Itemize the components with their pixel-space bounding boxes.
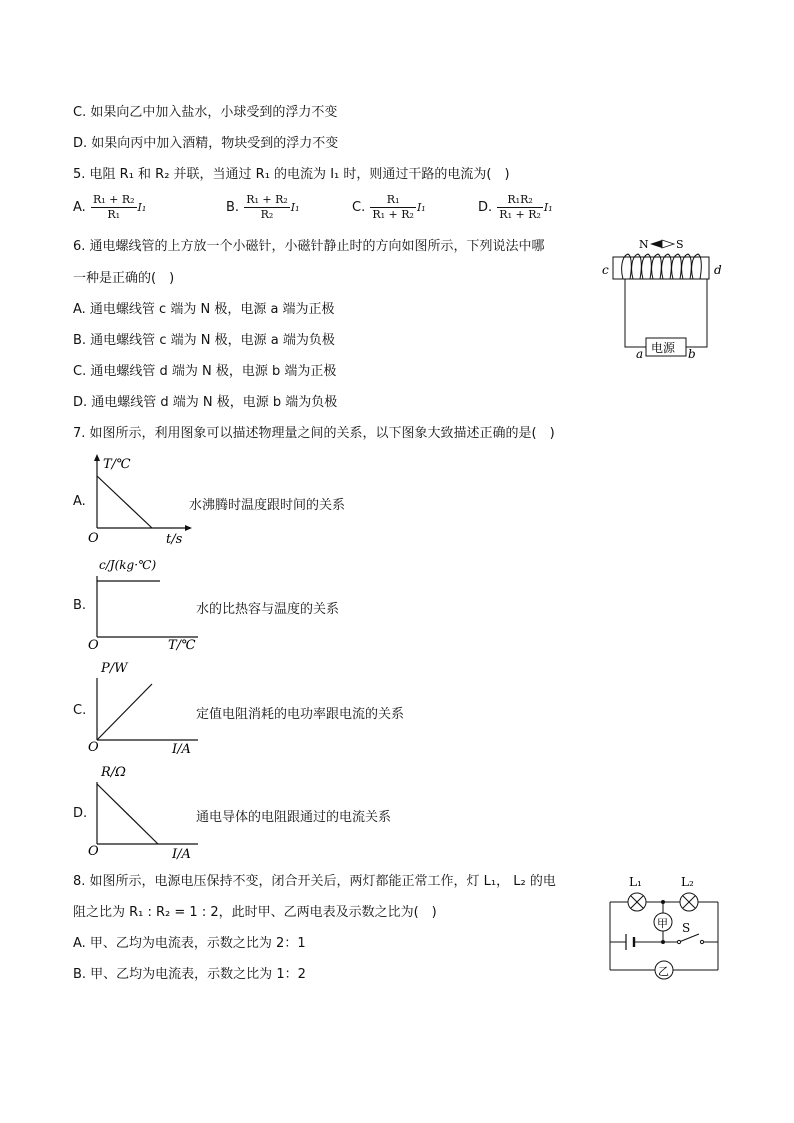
- lamp-l1-label: L₁: [629, 875, 642, 889]
- fraction: [91, 193, 137, 222]
- y-axis-label: P/W: [101, 661, 128, 676]
- compass-needle-s-half: [662, 240, 674, 248]
- option-label: A.: [73, 200, 86, 215]
- q8-stem-line2: 阻之比为 R₁ : R₂ = 1 : 2，此时甲、乙两电表及示数之比为( ): [73, 905, 437, 920]
- q7-graph-c: [86, 658, 204, 754]
- x-axis-arrow-icon: [185, 525, 192, 531]
- x-axis-label: t/s: [166, 532, 183, 547]
- power-supply-label: 电源: [651, 341, 676, 355]
- terminal-b: b: [688, 347, 696, 361]
- denominator: R₁ + R₂: [372, 208, 414, 221]
- q7-graph-c-label: C.: [73, 703, 87, 718]
- denominator: R₂: [260, 208, 274, 221]
- lamp-l2-label: L₂: [681, 875, 694, 889]
- solenoid-end-d: d: [714, 263, 722, 277]
- q7-graph-a: [86, 452, 196, 548]
- q4-option-d: D. 如果向丙中加入酒精，物块受到的浮力不变: [73, 136, 339, 151]
- numerator: R₁: [370, 193, 416, 208]
- q5-option-b: [226, 193, 300, 222]
- terminal-a: a: [636, 347, 644, 361]
- wire-left: [625, 279, 646, 347]
- q7-graph-a-desc: 水沸腾时温度跟时间的关系: [189, 498, 346, 513]
- q6-option-c: C. 通电螺线管 d 端为 N 极，电源 b 端为正极: [73, 364, 337, 379]
- q8-option-b: B. 甲、乙均为电流表，示数之比为 1：2: [73, 967, 306, 982]
- y-axis-arrow-icon: [94, 454, 100, 461]
- q7-stem: 7. 如图所示，利用图象可以描述物理量之间的关系，以下图象大致描述正确的是( ): [73, 426, 555, 441]
- option-label: C.: [352, 200, 366, 215]
- current-symbol: I₁: [290, 201, 300, 214]
- q8-option-a: A. 甲、乙均为电流表，示数之比为 2：1: [73, 936, 306, 951]
- wire-right: [686, 279, 707, 347]
- denominator: R₁: [107, 208, 121, 221]
- q6-stem-line2: 一种是正确的( ): [73, 271, 175, 286]
- q8-circuit-figure: [604, 868, 726, 980]
- q6-option-a: A. 通电螺线管 c 端为 N 极，电源 a 端为正极: [73, 302, 335, 317]
- switch-label: S: [682, 921, 691, 935]
- y-axis-label: R/Ω: [101, 765, 126, 780]
- q6-option-d: D. 通电螺线管 d 端为 N 极，电源 b 端为负极: [73, 395, 338, 410]
- graph-curve: [97, 784, 158, 844]
- x-axis-label: I/A: [172, 742, 191, 754]
- q5-option-a: [73, 193, 146, 222]
- needle-n-label: N: [639, 238, 649, 251]
- x-axis-label: I/A: [172, 847, 191, 862]
- q5-stem: 5. 电阻 R₁ 和 R₂ 并联，当通过 R₁ 的电流为 I₁ 时，则通过干路的电流为( ): [73, 167, 510, 182]
- current-symbol: I₁: [416, 201, 426, 214]
- current-symbol: I₁: [543, 201, 553, 214]
- lamp-l2-icon: [680, 893, 698, 911]
- solenoid-circuit-figure: [598, 234, 728, 364]
- option-label: B.: [226, 200, 240, 215]
- fraction: [497, 193, 543, 222]
- compass-needle-n-half: [650, 240, 662, 248]
- q7-graph-b: [86, 556, 204, 652]
- needle-s-label: S: [676, 238, 684, 251]
- q7-graph-d-label: D.: [73, 806, 88, 821]
- numerator: R₁ + R₂: [92, 193, 135, 206]
- y-axis-label: c/J(kg·℃): [99, 558, 157, 572]
- q7-graph-c-desc: 定值电阻消耗的电功率跟电流的关系: [196, 707, 405, 722]
- q5-option-d: [478, 193, 553, 222]
- q7-graph-d: [86, 762, 204, 862]
- y-axis-label: T/℃: [103, 457, 131, 472]
- lamp-l1-icon: [628, 893, 646, 911]
- meter-jia-label: 甲: [657, 917, 668, 930]
- solenoid-end-c: c: [602, 263, 609, 277]
- fraction: [244, 193, 290, 222]
- current-symbol: I₁: [137, 201, 147, 214]
- switch-blade: [679, 934, 699, 942]
- q7-graph-a-label: A.: [73, 494, 86, 509]
- origin-label: O: [88, 844, 99, 859]
- q8-stem-line1: 8. 如图所示，电源电压保持不变，闭合开关后，两灯都能正常工作，灯 L₁， L₂ 的电: [73, 874, 556, 889]
- numerator: R₁R₂: [497, 193, 543, 208]
- fraction: [370, 193, 416, 222]
- x-axis-label: T/℃: [168, 638, 196, 652]
- q7-graph-b-label: B.: [73, 598, 87, 613]
- meter-yi-label: 乙: [658, 965, 669, 978]
- q7-graph-b-desc: 水的比热容与温度的关系: [196, 602, 340, 617]
- q5-option-c: [352, 193, 426, 222]
- origin-label: O: [88, 740, 99, 754]
- q7-graph-d-desc: 通电导体的电阻跟通过的电流关系: [196, 810, 392, 825]
- option-label: D.: [478, 200, 493, 215]
- origin-label: O: [88, 531, 99, 546]
- graph-curve: [97, 684, 152, 740]
- q6-stem-line1: 6. 通电螺线管的上方放一个小磁针，小磁针静止时的方向如图所示，下列说法中哪: [73, 239, 545, 254]
- denominator: R₁ + R₂: [499, 208, 541, 221]
- numerator: R₁ + R₂: [246, 193, 288, 206]
- graph-curve: [97, 476, 152, 528]
- q4-option-c: C. 如果向乙中加入盐水，小球受到的浮力不变: [73, 105, 338, 120]
- origin-label: O: [88, 638, 99, 652]
- q6-option-b: B. 通电螺线管 c 端为 N 极，电源 a 端为负极: [73, 333, 335, 348]
